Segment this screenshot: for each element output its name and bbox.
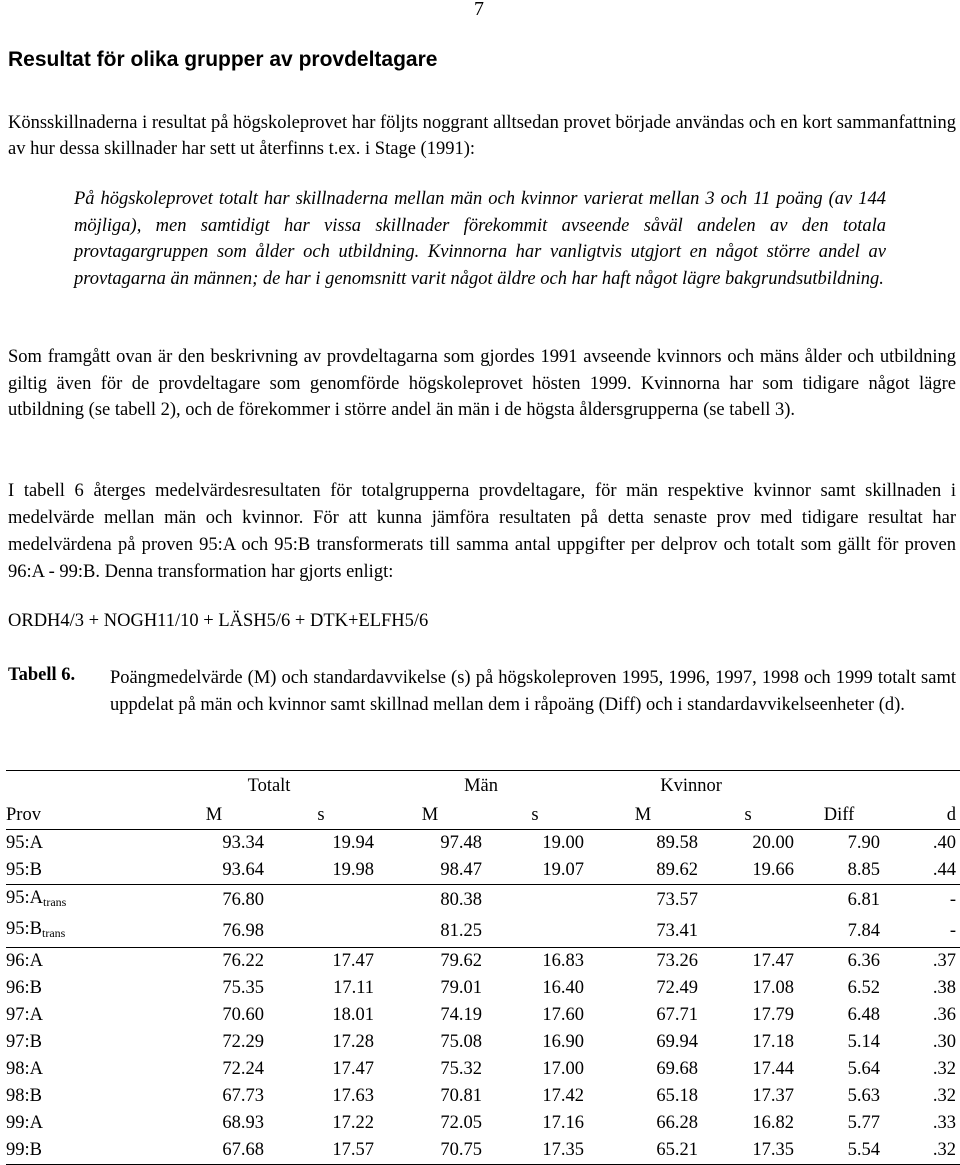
table-cell: 19.98 xyxy=(268,857,378,885)
table-cell xyxy=(486,916,588,948)
table-cell: 6.52 xyxy=(847,978,881,998)
table-row xyxy=(6,1002,960,1029)
table-group-header-row xyxy=(6,771,960,802)
table-row xyxy=(6,1110,960,1137)
column-header: s xyxy=(702,801,798,830)
table-body xyxy=(6,830,960,1165)
table-cell: 72.24 xyxy=(222,1059,264,1079)
table-cell: 81.25 xyxy=(378,916,486,948)
row-label: 98:B xyxy=(6,1086,42,1106)
table-cell: 17.47 xyxy=(752,951,795,971)
table-cell: 76.80 xyxy=(222,890,264,910)
table-cell: 17.22 xyxy=(332,1113,375,1133)
table-row xyxy=(6,1137,960,1165)
table-cell: 93.64 xyxy=(164,857,268,885)
table-cell: 17.37 xyxy=(752,1086,795,1106)
table-cell: 18.01 xyxy=(332,1005,375,1025)
table-cell: 17.35 xyxy=(702,1137,798,1165)
table-cell: 16.90 xyxy=(542,1032,585,1052)
table-cell: 5.64 xyxy=(847,1059,881,1079)
group-header-kvinnor: Kvinnor xyxy=(588,771,798,802)
table-cell: 7.84 xyxy=(798,916,884,948)
table-row xyxy=(6,885,960,917)
table-cell: 6.81 xyxy=(847,890,881,910)
table-cell: 7.90 xyxy=(847,833,881,853)
row-label-subscript: trans xyxy=(41,926,66,940)
table-cell: .44 xyxy=(884,857,960,885)
column-header: d xyxy=(884,801,960,830)
body-paragraph-2: Som framgått ovan är den beskrivning av provdeltagarna som gjordes 1991 avseende kvinnors och mäns ålder och utbildning giltig även för de provdeltagare som genomförde högskoleprovet hösten 1999. Kvinnorna har som tidigare något lägre utbildning (se tabell 2), och de förekommer i större andel än män i de högsta åldersgrupperna (se tabell 3). xyxy=(8,347,956,420)
row-label: 97:B xyxy=(6,1032,42,1052)
table-cell: 17.60 xyxy=(542,1005,585,1025)
table-cell: 67.71 xyxy=(656,1005,699,1025)
row-label: 98:A xyxy=(6,1059,43,1079)
table-cell xyxy=(702,916,798,948)
table-cell: 73.26 xyxy=(656,951,699,971)
table-cell: 65.18 xyxy=(656,1086,699,1106)
table-cell: 16.82 xyxy=(752,1113,795,1133)
table-cell: 17.28 xyxy=(332,1032,375,1052)
column-header: Diff xyxy=(798,801,884,830)
table-cell: 5.14 xyxy=(847,1032,881,1052)
section-heading: Resultat för olika grupper av provdeltagare xyxy=(8,48,438,71)
table-cell: 98.47 xyxy=(378,857,486,885)
table-row xyxy=(6,916,960,948)
table-cell: 17.63 xyxy=(332,1086,375,1106)
table-cell: 17.47 xyxy=(332,1059,375,1079)
table-cell: 17.47 xyxy=(332,951,375,971)
table-cell: .32 xyxy=(884,1137,960,1165)
table-caption-text: Poängmedelvärde (M) och standardavvikelse (s) på högskoleproven 1995, 1996, 1997, 1998 och 1999 totalt samt uppdelat på män och kvinnor samt skillnad mellan dem i råpoäng (Diff) och i standardavvikelseenheter (d). xyxy=(110,668,956,715)
table-cell: 73.57 xyxy=(656,890,699,910)
table-cell: 5.77 xyxy=(847,1113,881,1133)
table-cell: 76.98 xyxy=(164,916,268,948)
table-cell: 19.94 xyxy=(332,833,375,853)
table-cell: 79.62 xyxy=(440,951,483,971)
table-cell: 17.57 xyxy=(268,1137,378,1165)
table-cell: 68.93 xyxy=(222,1113,264,1133)
column-header: Prov xyxy=(6,801,164,830)
table-cell: 5.63 xyxy=(847,1086,881,1106)
table-cell: 69.68 xyxy=(656,1059,699,1079)
transformation-formula: ORDH4/3 + NOGH11/10 + LÄSH5/6 + DTK+ELFH5/6 xyxy=(8,611,429,631)
results-table xyxy=(6,770,960,1165)
table-cell: 17.08 xyxy=(752,978,795,998)
table-cell: 19.00 xyxy=(542,833,585,853)
row-label: 96:A xyxy=(6,951,43,971)
table-cell: 70.60 xyxy=(222,1005,264,1025)
table-cell: 19.07 xyxy=(486,857,588,885)
row-label: 95:B xyxy=(6,857,164,885)
page-number: 7 xyxy=(474,0,484,20)
table-cell: 17.42 xyxy=(542,1086,585,1106)
table-cell: - xyxy=(884,916,960,948)
table-cell: 89.58 xyxy=(656,833,699,853)
body-paragraph-3: I tabell 6 återges medelvärdesresultaten för totalgrupperna provdeltagare, för män respektive kvinnor samt skillnaden i medelvärde mellan män och kvinnor. För att kunna jämföra resultaten på detta senaste prov med tidigare resultat har medelvärdena på proven 95:A och 95:B transformerats till samma antal uppgifter per delprov och totalt som gällt för proven 96:A - 99:B. Denna transformation har gjorts enligt: xyxy=(8,481,956,582)
table-cell: .40 xyxy=(932,833,957,853)
table-cell: .30 xyxy=(932,1032,957,1052)
table-cell: 6.48 xyxy=(847,1005,881,1025)
table-cell: 75.35 xyxy=(222,978,264,998)
table-cell: 20.00 xyxy=(752,833,795,853)
row-label-subscript: trans xyxy=(43,895,67,909)
table-cell: 17.00 xyxy=(542,1059,585,1079)
table-cell: 72.05 xyxy=(440,1113,483,1133)
row-label xyxy=(6,885,164,917)
table-cell: 17.44 xyxy=(752,1059,795,1079)
table-cell: - xyxy=(949,890,957,910)
group-header-man: Män xyxy=(378,771,588,802)
row-label xyxy=(6,916,164,948)
column-header: M xyxy=(588,801,702,830)
table-cell: 75.08 xyxy=(440,1032,483,1052)
table-row xyxy=(6,975,960,1002)
table-cell: 89.62 xyxy=(588,857,702,885)
intro-paragraph: Könsskillnaderna i resultat på högskoleprovet har följts noggrant alltsedan provet började användas och en kort sammanfattning av hur dessa skillnader har sett ut återfinns t.ex. i Stage (1991): xyxy=(8,113,956,159)
row-label: 96:B xyxy=(6,978,42,998)
table-cell: 74.19 xyxy=(440,1005,483,1025)
table-cell xyxy=(486,885,588,917)
table-cell: 8.85 xyxy=(798,857,884,885)
row-label: 99:B xyxy=(6,1137,164,1165)
table-cell: .32 xyxy=(932,1059,957,1079)
table-cell: 16.83 xyxy=(542,951,585,971)
table-cell: .33 xyxy=(932,1113,957,1133)
table-cell: 67.73 xyxy=(222,1086,264,1106)
row-label-text: 95:A xyxy=(6,888,43,908)
table-cell: 97.48 xyxy=(440,833,483,853)
table-cell: .32 xyxy=(932,1086,957,1106)
column-header: s xyxy=(268,801,378,830)
table-row xyxy=(6,1083,960,1110)
table-cell xyxy=(268,916,378,948)
row-label: 99:A xyxy=(6,1113,43,1133)
table-column-header-row xyxy=(6,801,960,830)
table-cell: .37 xyxy=(932,951,957,971)
table-cell: 72.29 xyxy=(222,1032,264,1052)
table-cell: 80.38 xyxy=(440,890,483,910)
table-cell: 17.16 xyxy=(542,1113,585,1133)
table-row xyxy=(6,830,960,858)
table-cell: 93.34 xyxy=(222,833,264,853)
table-cell: 73.41 xyxy=(588,916,702,948)
table-row xyxy=(6,857,960,885)
table-row xyxy=(6,1029,960,1056)
table-cell: 17.18 xyxy=(752,1032,795,1052)
table-cell: .36 xyxy=(932,1005,957,1025)
table-cell: 5.54 xyxy=(798,1137,884,1165)
table-caption-label: Tabell 6. xyxy=(8,665,76,685)
table-cell: 69.94 xyxy=(656,1032,699,1052)
table-cell: 65.21 xyxy=(588,1137,702,1165)
table-cell: 6.36 xyxy=(847,951,881,971)
block-quote: På högskoleprovet totalt har skillnaderna mellan män och kvinnor varierat mellan 3 och 11 poäng (av 144 möjliga), men samtidigt har vissa skillnader förekommit avseende såväl andelen av den totala provtagargruppen som ålder och utbildning. Kvinnorna har vanligtvis utgjort en något större andel av provtagarna än männen; de har i genomsnitt varit något äldre och har haft något lägre bakgrundsutbildning. xyxy=(74,189,886,289)
table-cell: 17.35 xyxy=(486,1137,588,1165)
table-cell: 75.32 xyxy=(440,1059,483,1079)
group-header-totalt: Totalt xyxy=(164,771,378,802)
table-cell: 79.01 xyxy=(440,978,483,998)
row-label: 97:A xyxy=(6,1005,43,1025)
table-cell xyxy=(268,885,378,917)
table-cell: 19.66 xyxy=(702,857,798,885)
table-cell: 70.75 xyxy=(378,1137,486,1165)
table-cell: 66.28 xyxy=(656,1113,699,1133)
table-row xyxy=(6,1056,960,1083)
row-label: 95:A xyxy=(6,833,43,853)
table-cell xyxy=(702,885,798,917)
table-cell: .38 xyxy=(932,978,957,998)
column-header: M xyxy=(164,801,268,830)
table-cell: 16.40 xyxy=(542,978,585,998)
column-header: s xyxy=(486,801,588,830)
row-label-text: 95:B xyxy=(6,919,42,939)
table-row xyxy=(6,948,960,976)
column-header: M xyxy=(378,801,486,830)
table-cell: 17.11 xyxy=(333,978,375,998)
table-cell: 76.22 xyxy=(222,951,264,971)
table-cell: 72.49 xyxy=(656,978,699,998)
table-cell: 67.68 xyxy=(164,1137,268,1165)
table-cell: 17.79 xyxy=(752,1005,795,1025)
table-cell: 70.81 xyxy=(440,1086,483,1106)
